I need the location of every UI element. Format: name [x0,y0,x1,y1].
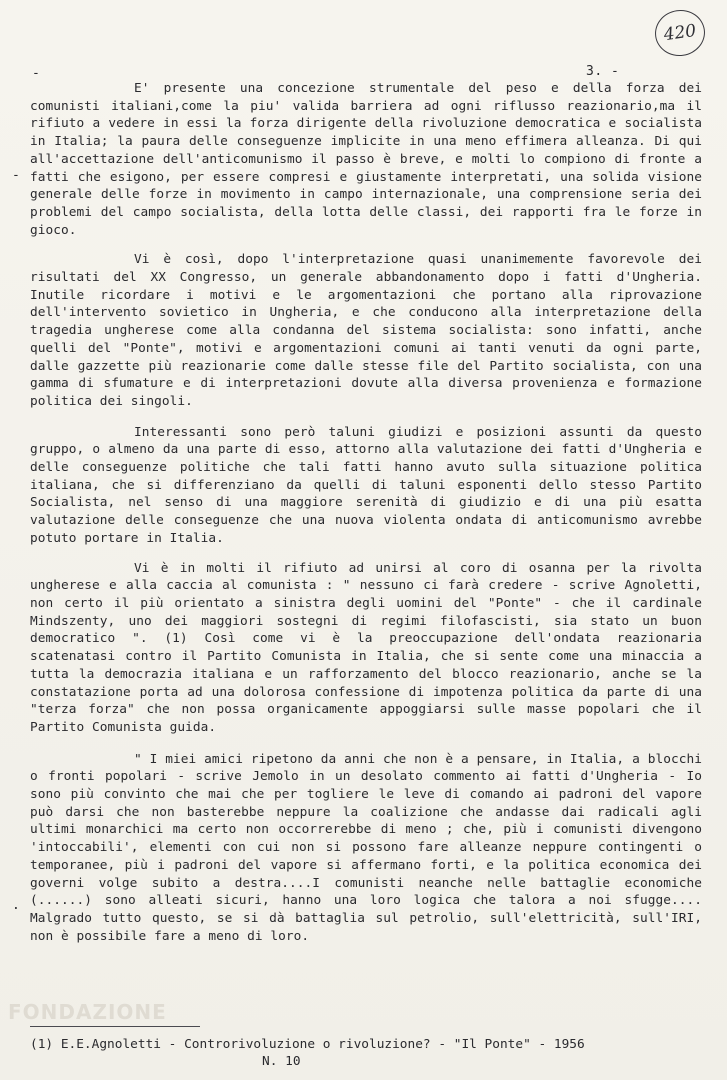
margin-dash-mark: - [12,168,20,183]
paragraph-4: Vi è in molti il rifiuto ad unirsi al coro di osanna per la rivolta ungherese e alla caccia al comunista : " nessuno ci farà credere - scrive Agnoletti, non certo il più orientato a sinistra degli uomini del "Ponte" - che il cardinale Mindszenty, uno dei maggiori sostegni di regimi filofascisti, sia stato un buon democratico ". (1) Così come vi è la preoccupazione dell'ondata reazionaria scatenatasi contro il Partito Comunista in Italia, che si sente come una minaccia a tutta la democrazia italiana e un rafforzamento del blocco reazionario, anche se la constatazione porta ad una dolorosa confessione di impotenza politica da parte di una "terza forza" che non possa organicamente appoggiarsi sulle masse popolari che il Partito Comunista guida. [30,560,702,735]
paragraph-2: Vi è così, dopo l'interpretazione quasi unanimemente favorevole dei risultati del XX Congresso, un generale abbandonamento dopo i fatti d'Ungheria. Inutile ricordare i motivi e le argomentazioni che portano alla riprovazione dell'intervento sovietico in Ungheria, e che conducono alla interpretazione della tragedia ungherese come alla condanna del sistema socialista: sono infatti, anche quelli del "Ponte", motivi e argomentazioni comuni ai tanti venuti da ogni parte, dalle gazzette più reazionarie come dalle stesse file del Partito socialista, con una gamma di sfumature e di interpretazioni dovute alla diversa provenienza e formazione politica dei singoli. [30,252,702,409]
page-number: 3. - [586,64,620,79]
margin-dot-mark: . [12,898,20,913]
footnote [30,1036,702,1070]
footnote-citation: (1) E.E.Agnoletti - Controrivoluzione o rivoluzione? - "Il Ponte" - 1956 [30,1037,585,1052]
left-margin-tick: - [32,66,40,81]
folio-number: 420 [652,7,708,60]
paragraph-5: " I miei amici ripetono da anni che non è a pensare, in Italia, a blocchi o fronti popolari - scrive Jemolo in un desolato commento ai fatti d'Ungheria - Io sono più convinto che mai che per togliere le leve di comando ai padroni del vapore può darsi che non basterebbe neppure la coalizione che andasse dai radicali agli ultimi monarchici ma certo non occorrerebbe di meno ; che, più i comunisti divengono 'intoccabili', elementi con cui non si possono fare alleanze neppure contingenti o temporanee, più i padroni del vapore si affermano forti, e la politica economica dei governi volge subito a destra....I comunisti neanche nelle battaglie economiche (......) sono alleati sicuri, hanno una loro logica che talora a noi sfugge.... Malgrado tutto questo, se si dà battaglia sul petrolio, sull'elettricità, sull'IRI, non è possibile fare a meno di loro. [30,751,702,944]
paragraph-1: E' presente una concezione strumentale del peso e della forza dei comunisti italiani,come la piu' valida barriera ad ogni riflusso reazionario,ma il rifiuto a vedere in essi la forza dirigente della rivoluzione democratica e socialista in Italia; la paura delle conseguenze implicite in una meno effimera alleanza. Di qui all'accettazione dell'anticomunismo il passo è breve, e molti lo compiono di fronte a fatti che esigono, per essere compresi e giustamente interpretati, una solida visione generale delle forze in movimento in campo internazionale, una comprensione seria dei problemi del campo socialista, della lotta delle classi, dei rapporti fra le forze in gioco. [30,81,702,238]
footnote-issue: N. 10 [262,1054,301,1069]
body-text [30,80,702,945]
footnote-divider [30,1026,200,1027]
paragraph-3: Interessanti sono però taluni giudizi e posizioni assunti da questo gruppo, o almeno da una parte di esso, attorno alla valutazione dei fatti d'Ungheria e delle conseguenze politiche che tali fatti hanno avuto sulla situazione politica italiana, che si differenziano da quelli di taluni esponenti dello stesso Partito Socialista, nel senso di una maggiore serenità di giudizio e di una più esatta valutazione delle conseguenze che una nuova violenta ondata di anticomunismo avrebbe potuto portare in Italia. [30,424,702,546]
archive-watermark: FONDAZIONE [8,1000,167,1024]
